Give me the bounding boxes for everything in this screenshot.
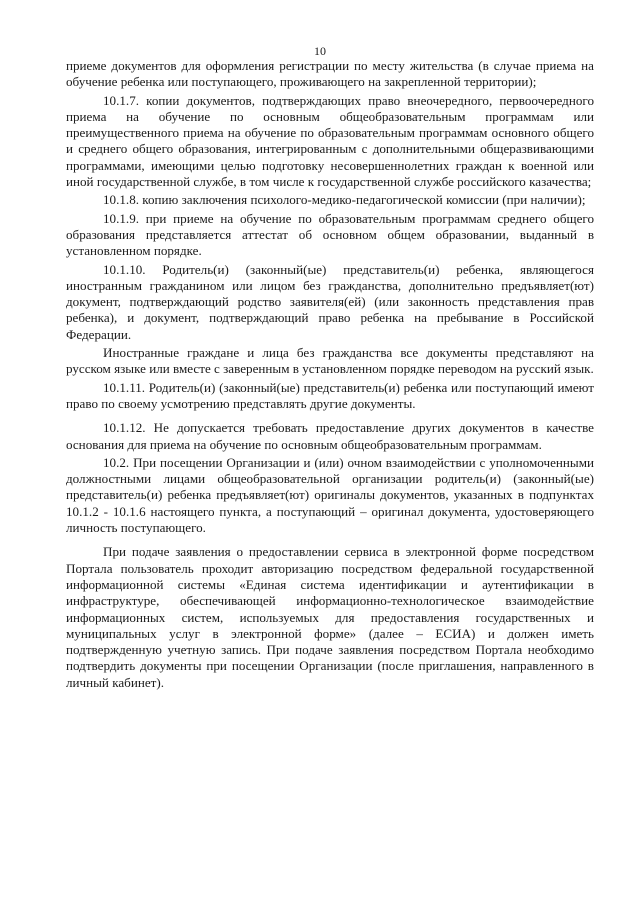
- paragraph-10-1-11: 10.1.11. Родитель(и) (законный(ые) представитель(и) ребенка или поступающий имеют право по своему усмотрению представлять другие документы.: [66, 379, 594, 411]
- paragraph-continuation: приеме документов для оформления регистрации по месту жительства (в случае приема на обучение ребенка или поступающего, проживающего на закрепленной территории);: [66, 58, 594, 90]
- page-number: 10: [314, 44, 326, 58]
- document-body: [66, 58, 594, 693]
- paragraph-portal-application: При подаче заявления о предоставлении сервиса в электронной форме посредством Портала пользователь проходит авторизацию посредством федеральной государственной информационной системы «Единая система идентификации и аутентификации в инфраструктуре, обеспечивающей информационно-технологическое взаимодействие информационных систем, используемых для предоставления государственных и муниципальных услуг в электронной форме» (далее – ЕСИА) и должен иметь подтвержденную учетную запись. При подаче заявления посредством Портала необходимо подтвердить документы при посещении Организации (после приглашения, направленного в личный кабинет).: [66, 544, 594, 690]
- paragraph-10-1-10: 10.1.10. Родитель(и) (законный(ые) представитель(и) ребенка, являющегося иностранным гражданином или лицом без гражданства, дополнительно предъявляет(ют) документ, подтверждающий родство заявителя(ей) (или законность представления прав ребенка), и документ, подтверждающий право ребенка на пребывание в Российской Федерации.: [66, 261, 594, 342]
- paragraph-10-1-7: 10.1.7. копии документов, подтверждающих право внеочередного, первоочередного приема на обучение по основным общеобразовательным программам или преимущественного приема на обучение по образовательным программам основного общего и среднего общего образования, интегрированным с дополнительными общеразвивающими программами, имеющими целью подготовку несовершеннолетних граждан к военной или иной государственной службе, в том числе к государственной службе российского казачества;: [66, 92, 594, 190]
- paragraph-10-1-12: 10.1.12. Не допускается требовать предоставление других документов в качестве основания для приема на обучение по основным общеобразовательным программам.: [66, 420, 594, 452]
- paragraph-foreign-citizens: Иностранные граждане и лица без гражданства все документы представляют на русском языке или вместе с заверенным в установленном порядке переводом на русский язык.: [66, 345, 594, 377]
- paragraph-10-1-9: 10.1.9. при приеме на обучение по образовательным программам среднего общего образования представляется аттестат об основном общем образовании, выданный в установленном порядке.: [66, 210, 594, 259]
- paragraph-10-1-8: 10.1.8. копию заключения психолого-медико-педагогической комиссии (при наличии);: [103, 192, 586, 208]
- paragraph-10-2: 10.2. При посещении Организации и (или) очном взаимодействии с уполномоченными должностными лицами общеобразовательной организации родитель(и) (законный(ые) представитель(и) ребенка предъявляет(ют) оригиналы документов, указанных в подпунктах 10.1.2 - 10.1.6 настоящего пункта, а поступающий – оригинал документа, удостоверяющего личность поступающего.: [66, 454, 594, 536]
